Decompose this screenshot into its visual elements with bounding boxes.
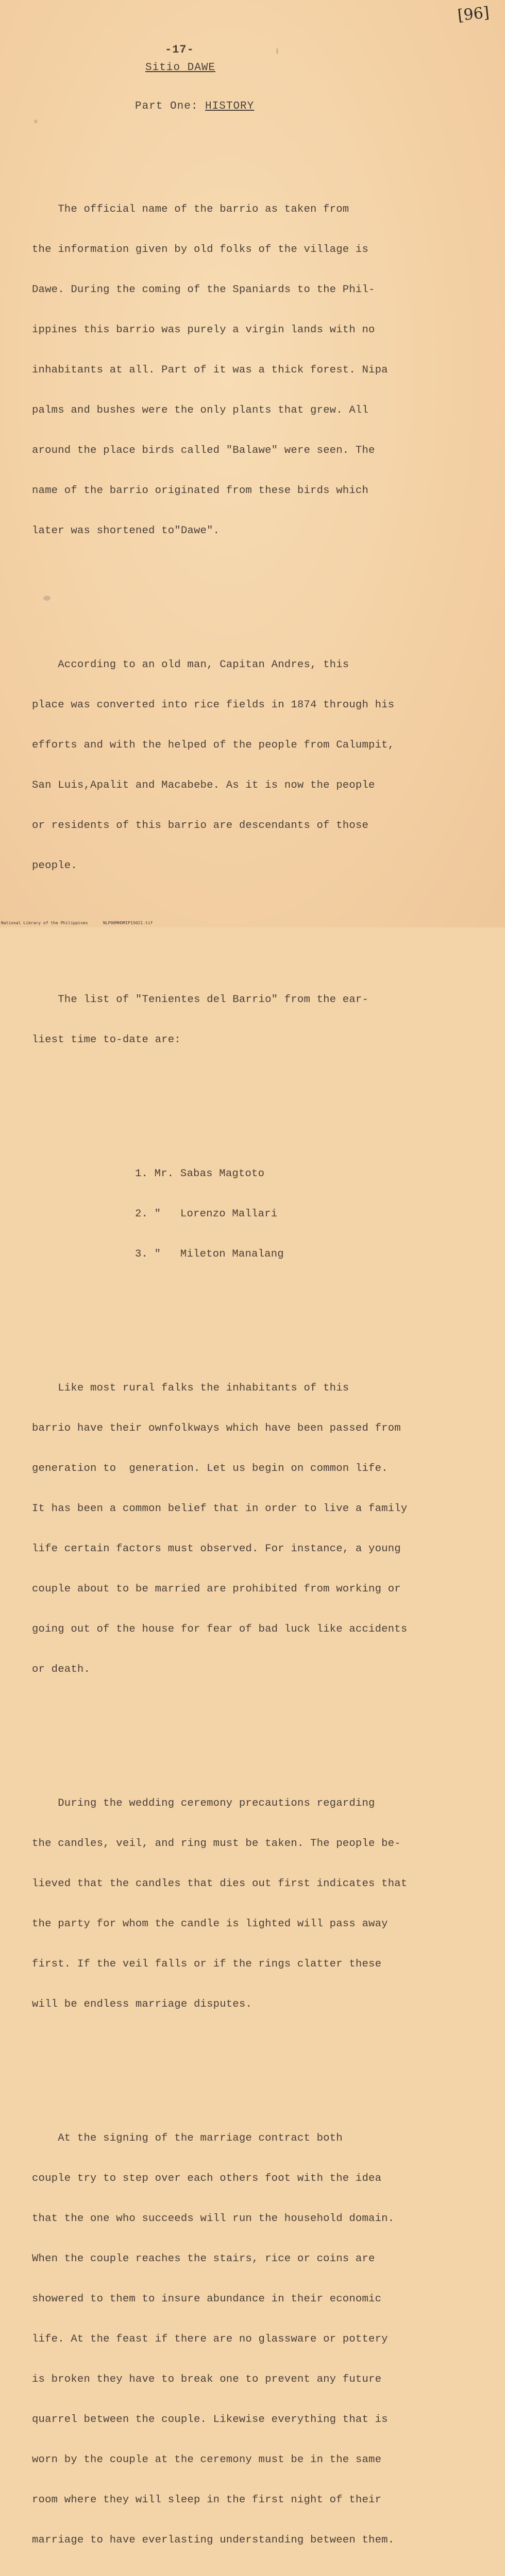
text-line: efforts and with the helped of the people from Calumpit, bbox=[32, 739, 395, 751]
text-line: lieved that the candles that dies out first indicates that bbox=[32, 1878, 408, 1890]
text-line: people. bbox=[32, 860, 77, 872]
tenientes-list bbox=[135, 1141, 485, 1288]
paragraph bbox=[32, 967, 485, 1074]
document-body bbox=[32, 149, 485, 2576]
text-line: It has been a common belief that in order to live a family bbox=[32, 1503, 408, 1515]
text-line: According to an old man, Capitan Andres, this bbox=[32, 659, 349, 671]
paper-speck bbox=[276, 48, 278, 54]
text-line: At the signing of the marriage contract both bbox=[32, 2132, 343, 2144]
text-line: place was converted into rice fields in 1874 through his bbox=[32, 699, 395, 711]
text-line: The list of "Tenientes del Barrio" from the ear- bbox=[32, 994, 369, 1006]
text-line: the candles, veil, and ring must be taken. The people be- bbox=[32, 1838, 401, 1850]
footer-source: National Library of the Philippines bbox=[1, 921, 88, 925]
text-line: The official name of the barrio as taken from bbox=[32, 204, 349, 215]
text-line: is broken they have to break one to prevent any future bbox=[32, 2374, 382, 2385]
page-number: -17- bbox=[165, 43, 194, 56]
text-line: later was shortened to"Dawe". bbox=[32, 525, 220, 537]
paragraph bbox=[32, 176, 485, 565]
text-line: the information given by old folks of the village is bbox=[32, 244, 369, 256]
list-item: 2. " Lorenzo Mallari bbox=[135, 1208, 278, 1220]
text-line: liest time to-date are: bbox=[32, 1034, 181, 1046]
text-line: life. At the feast if there are no glassware or pottery bbox=[32, 2333, 388, 2345]
text-line: During the wedding ceremony precautions regarding bbox=[32, 1798, 375, 1809]
text-line: around the place birds called "Balawe" were seen. The bbox=[32, 445, 375, 456]
text-line: couple about to be married are prohibited from working or bbox=[32, 1583, 401, 1595]
text-line: room where they will sleep in the first night of their bbox=[32, 2494, 382, 2506]
section-heading bbox=[135, 100, 254, 112]
text-line: name of the barrio originated from these birds which bbox=[32, 485, 369, 497]
paragraph bbox=[32, 2105, 485, 2574]
section-heading-prefix: Part One: bbox=[135, 100, 206, 112]
handwritten-page-number: [96] bbox=[457, 3, 491, 25]
text-line: that the one who succeeds will run the household domain. bbox=[32, 2213, 395, 2225]
paper-speck bbox=[34, 120, 38, 123]
paragraph bbox=[32, 1355, 485, 1703]
text-line: San Luis,Apalit and Macabebe. As it is now the people bbox=[32, 779, 375, 791]
text-line: going out of the house for fear of bad luck like accidents bbox=[32, 1623, 408, 1635]
text-line: or residents of this barrio are descendants of those bbox=[32, 820, 369, 832]
section-heading-main: HISTORY bbox=[205, 100, 255, 112]
text-line: will be endless marriage disputes. bbox=[32, 1998, 252, 2010]
list-item: 1. Mr. Sabas Magtoto bbox=[135, 1168, 265, 1180]
text-line: marriage to have everlasting understanding between them. bbox=[32, 2534, 395, 2546]
text-line: the party for whom the candle is lighted will pass away bbox=[32, 1918, 388, 1930]
text-line: worn by the couple at the ceremony must be in the same bbox=[32, 2454, 382, 2466]
document-title: Sitio DAWE bbox=[145, 62, 216, 74]
text-line: barrio have their ownfolkways which have been passed from bbox=[32, 1422, 401, 1434]
list-item: 3. " Mileton Manalang bbox=[135, 1248, 284, 1260]
text-line: inhabitants at all. Part of it was a thick forest. Nipa bbox=[32, 364, 388, 376]
text-line: or death. bbox=[32, 1664, 91, 1675]
text-line: generation to generation. Let us begin on common life. bbox=[32, 1463, 388, 1475]
text-line: Like most rural falks the inhabitants of this bbox=[32, 1382, 349, 1394]
text-line: Dawe. During the coming of the Spaniards to the Phil- bbox=[32, 284, 375, 296]
text-line: When the couple reaches the stairs, rice or coins are bbox=[32, 2253, 375, 2265]
paragraph bbox=[32, 1770, 485, 2038]
text-line: showered to them to insure abundance in their economic bbox=[32, 2293, 382, 2305]
footer-filename: NLP00MHDMIP15021.tif bbox=[103, 921, 153, 925]
text-line: life certain factors must observed. For instance, a young bbox=[32, 1543, 401, 1555]
paragraph bbox=[32, 632, 485, 900]
text-line: couple try to step over each others foot with the idea bbox=[32, 2173, 382, 2184]
text-line: ippines this barrio was purely a virgin lands with no bbox=[32, 324, 375, 336]
text-line: quarrel between the couple. Likewise everything that is bbox=[32, 2414, 388, 2426]
text-line: first. If the veil falls or if the rings clatter these bbox=[32, 1958, 382, 1970]
text-line: palms and bushes were the only plants that grew. All bbox=[32, 404, 369, 416]
